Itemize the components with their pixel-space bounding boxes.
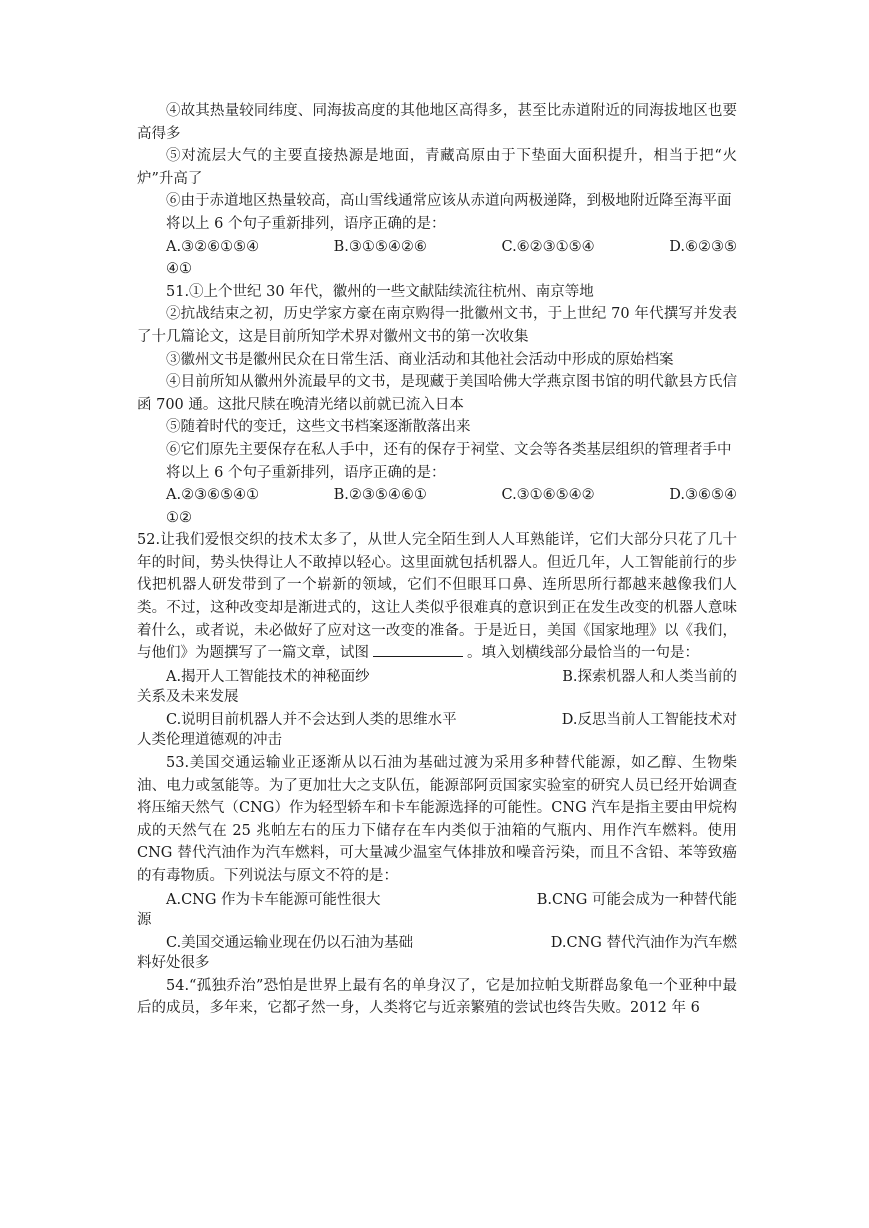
q51-option-a: A.②③⑥⑤④①	[166, 487, 260, 504]
q51-option-d-wrap: ①②	[166, 509, 192, 526]
q50-option-d-wrap: ④①	[166, 261, 192, 278]
q51-prompt: 将以上 6 个句子重新排列，语序正确的是：	[166, 464, 446, 481]
q52-blank-line	[373, 642, 463, 657]
q50-prompt: 将以上 6 个句子重新排列，语序正确的是：	[166, 215, 446, 232]
q53-options-row-1	[137, 888, 737, 909]
q51-option-b: B.②③⑤④⑥①	[333, 487, 427, 504]
q51-sentence-3: ③徽州文书是徽州民众在日常生活、商业活动和其他社会活动中形成的原始档案	[166, 351, 674, 368]
q53-options-row-2	[137, 931, 737, 952]
q51-options	[137, 484, 737, 507]
q51-sentence-4: ④目前所知从徽州外流最早的文书，是现藏于美国哈佛大学燕京图书馆的明代歙县方氏信函 700 通。这批尺牍在晚清光绪以前就已流入日本	[137, 374, 737, 413]
q51-sentence-2: ②抗战结束之初，历史学家方豪在南京购得一批徽州文书，于上世纪 70 年代撰写并发表了十几篇论文，这是目前所知学术界对徽州文书的第一次收集	[137, 306, 737, 345]
q52-option-b: B.探索机器人和人类当前的	[562, 668, 737, 685]
q51-sentence-5: ⑤随着时代的变迁，这些文书档案逐渐散落出来	[166, 419, 471, 436]
q51-option-d: D.③⑥⑤④	[669, 487, 737, 504]
q50-sentence-5: ⑤对流层大气的主要直接热源是地面，青藏高原由于下垫面大面积提升，相当于把“火炉”升高了	[137, 148, 737, 187]
q53-option-d-wrap: 料好处很多	[137, 955, 210, 972]
q52-option-d-wrap: 人类伦理道德观的冲击	[137, 732, 282, 749]
q52-stem-before: 52.让我们爱恨交织的技术太多了，从世人完全陌生到人人耳熟能详，它们大部分只花了几十年的时间，势头快得让人不敢掉以轻心。这里面就包括机器人。但近几年，人工智能前行的步伐把机器人研发带到了一个崭新的领域，它们不但眼耳口鼻、连所思所行都越来越像我们人类。不过，这种改变却是渐进式的，这让人类似乎很难真的意识到正在发生改变的机器人意味着什么，或者说，未必做好了应对这一改变的准备。于是近日，美国《国家地理》以《我们，与他们》为题撰写了一篇文章，试图	[137, 532, 737, 662]
q53-option-c: C.美国交通运输业现在仍以石油为基础	[166, 935, 414, 952]
q50-option-a: A.③②⑥①⑤④	[166, 238, 260, 255]
q51-option-c: C.③①⑥⑤④②	[501, 487, 595, 504]
document-page	[137, 100, 737, 1020]
q50-sentence-4: ④故其热量较同纬度、同海拔高度的其他地区高得多，甚至比赤道附近的同海拔地区也要高得多	[137, 103, 737, 142]
q51-sentence-1: 51.①上个世纪 30 年代，徽州的一些文献陆续流往杭州、南京等地	[166, 283, 594, 300]
q53-option-d: D.CNG 替代汽油作为汽车燃	[550, 935, 737, 952]
q52-option-b-wrap: 关系及未来发展	[137, 688, 239, 705]
q50-sentence-6: ⑥由于赤道地区热量较高，高山雪线通常应该从赤道向两极递降，到极地附近降至海平面	[166, 193, 732, 210]
q53-stem: 53.美国交通运输业正逐渐从以石油为基础过渡为采用多种替代能源，如乙醇、生物柴油、电力或氢能等。为了更加壮大之支队伍，能源部阿贡国家实验室的研究人员已经开始调查将压缩天然气（CNG）作为轻型轿车和卡车能源选择的可能性。CNG 汽车是指主要由甲烷构成的天然气在 25 兆帕左右的压力下储存在车内类似于油箱的气瓶内、用作汽车燃料。使用 CNG 替代汽油作为汽车燃料，可大量减少温室气体排放和噪音污染，而且不含铅、苯等致癌的有毒物质。下列说法与原文不符的是：	[137, 755, 737, 884]
q52-option-a: A.揭开人工智能技术的神秘面纱	[166, 668, 370, 685]
q52-options-row-1	[137, 665, 737, 686]
q50-option-c: C.⑥②③①⑤④	[501, 238, 595, 255]
q52-stem	[137, 529, 737, 665]
q50-options	[137, 236, 737, 259]
q54-stem: 54.“孤独乔治”恐怕是世界上最有名的单身汉了，它是加拉帕戈斯群岛象龟一个亚种中最后的成员，多年来，它都孑然一身，人类将它与近亲繁殖的尝试也终告失败。2012 年 6	[137, 977, 737, 1017]
q53-option-b: B.CNG 可能会成为一种替代能	[536, 891, 737, 908]
q51-sentence-6: ⑥它们原先主要保存在私人手中，还有的保存于祠堂、文会等各类基层组织的管理者手中	[166, 441, 732, 458]
q52-options-row-2	[137, 708, 737, 729]
q50-option-d: D.⑥②③⑤	[669, 238, 737, 255]
q52-stem-after: 。填入划横线部分最恰当的一句是：	[467, 645, 699, 662]
q52-option-c: C.说明目前机器人并不会达到人类的思维水平	[166, 712, 457, 729]
q53-option-a: A.CNG 作为卡车能源可能性很大	[166, 891, 381, 908]
q50-option-b: B.③①⑤④②⑥	[333, 238, 427, 255]
q52-option-d: D.反思当前人工智能技术对	[561, 712, 737, 729]
q53-option-b-wrap: 源	[137, 911, 152, 928]
